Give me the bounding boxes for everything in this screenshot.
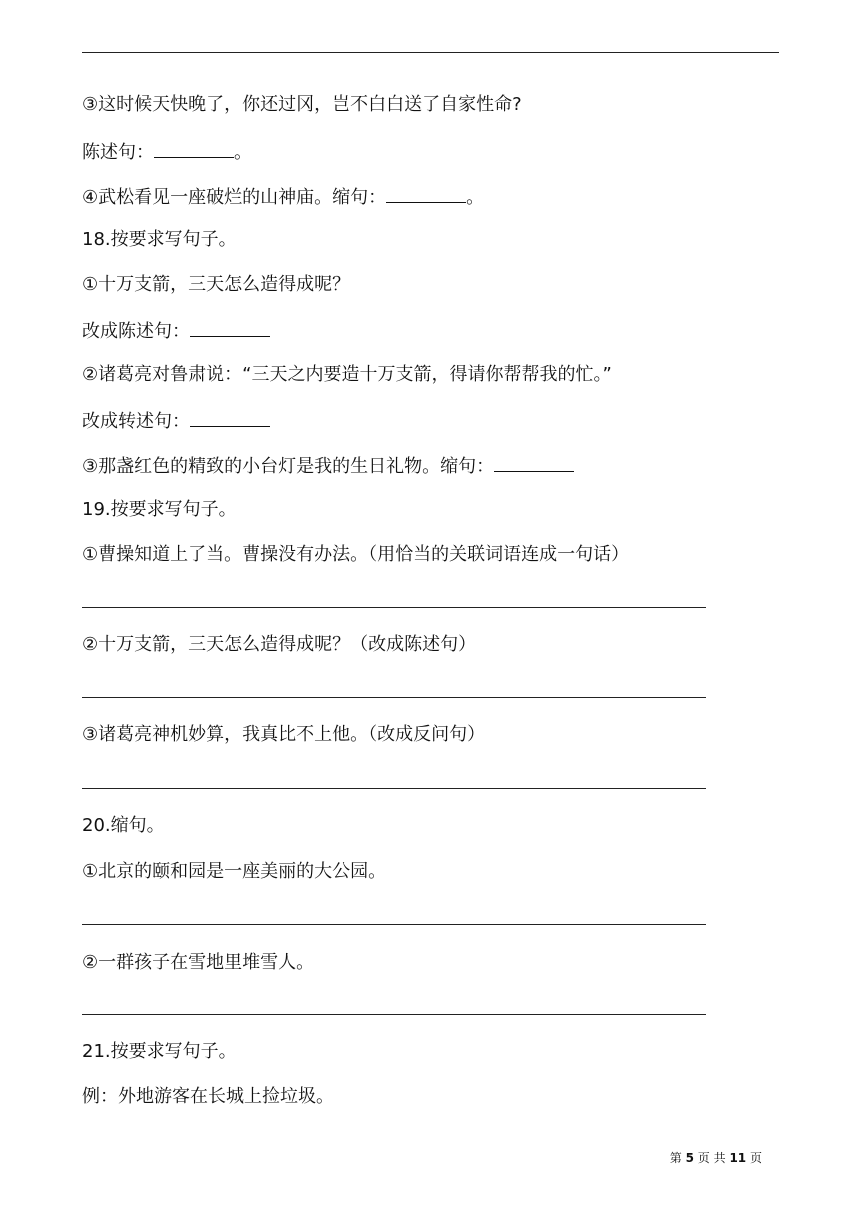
question-title: 18.按要求写句子。	[82, 229, 237, 250]
question-text: ④武松看见一座破烂的山神庙。缩句：	[82, 187, 387, 208]
footer-prefix: 第	[669, 1151, 682, 1165]
answer-label: 改成转述句：	[82, 411, 190, 432]
footer-middle: 页 共	[697, 1151, 726, 1165]
question-17-4	[82, 184, 484, 210]
question-17-3-answer	[82, 139, 252, 165]
answer-label: 陈述句：	[82, 142, 154, 163]
answer-end: 。	[466, 187, 485, 208]
question-19-title	[82, 498, 237, 522]
answer-blank[interactable]	[494, 453, 574, 472]
question-19-3	[82, 723, 485, 747]
question-text: 例：外地游客在长城上捡垃圾。	[82, 1086, 334, 1107]
answer-blank[interactable]	[190, 318, 270, 337]
answer-line[interactable]	[82, 924, 706, 925]
question-18-1-answer	[82, 318, 270, 344]
question-21-example	[82, 1085, 334, 1109]
question-20-1	[82, 860, 386, 884]
question-text: ③这时候天快晚了，你还过冈，岂不白白送了自家性命?	[82, 94, 522, 115]
question-18-3	[82, 453, 574, 479]
page-total: 11	[729, 1151, 747, 1165]
question-17-3	[82, 93, 522, 117]
question-20-2	[82, 951, 314, 975]
question-text: ②诸葛亮对鲁肃说：“三天之内要造十万支箭，得请你帮帮我的忙。”	[82, 364, 612, 385]
question-18-2-answer	[82, 408, 270, 434]
page-number: 5	[685, 1151, 694, 1165]
question-18-2	[82, 363, 612, 387]
question-18-title	[82, 228, 237, 252]
question-21-title	[82, 1040, 237, 1064]
answer-line[interactable]	[82, 607, 706, 608]
question-text: ②一群孩子在雪地里堆雪人。	[82, 952, 315, 973]
answer-line[interactable]	[82, 697, 706, 698]
question-title: 20.缩句。	[82, 815, 165, 836]
question-20-title	[82, 814, 165, 838]
question-text: ①十万支箭，三天怎么造得成呢？	[82, 274, 351, 295]
question-text: ①北京的颐和园是一座美丽的大公园。	[82, 861, 387, 882]
answer-label: 改成陈述句：	[82, 321, 190, 342]
footer-suffix: 页	[749, 1151, 762, 1165]
answer-end: 。	[234, 142, 252, 163]
question-text: ③那盏红色的精致的小台灯是我的生日礼物。缩句：	[82, 456, 495, 477]
answer-line[interactable]	[82, 1014, 706, 1015]
answer-blank[interactable]	[386, 184, 466, 203]
question-19-2	[82, 633, 476, 657]
answer-blank[interactable]	[154, 139, 234, 158]
question-text: ①曹操知道上了当。曹操没有办法。（用恰当的关联词语连成一句话）	[82, 544, 630, 565]
question-text: ②十万支箭，三天怎么造得成呢？（改成陈述句）	[82, 634, 477, 655]
question-title: 19.按要求写句子。	[82, 499, 237, 520]
answer-blank[interactable]	[190, 408, 270, 427]
question-18-1	[82, 273, 350, 297]
question-text: ③诸葛亮神机妙算，我真比不上他。（改成反问句）	[82, 724, 486, 745]
question-19-1	[82, 543, 629, 567]
page-footer	[0, 1150, 762, 1166]
header-rule	[82, 52, 779, 53]
answer-line[interactable]	[82, 788, 706, 789]
question-title: 21.按要求写句子。	[82, 1041, 237, 1062]
